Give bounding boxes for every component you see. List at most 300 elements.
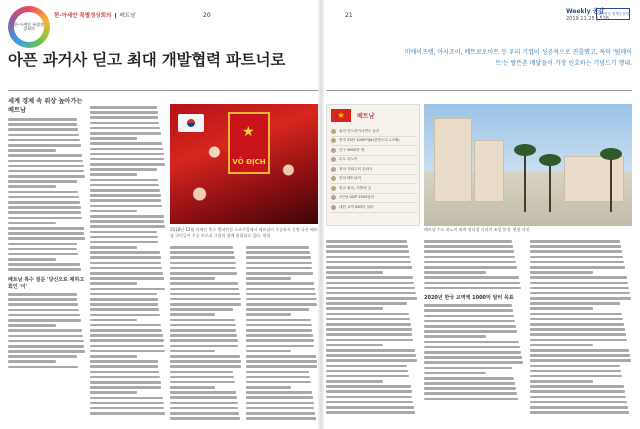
text-line: [246, 412, 315, 415]
text-line: [246, 282, 314, 285]
text-line: [246, 365, 317, 368]
page-number-left: 20: [203, 12, 211, 19]
text-line: [90, 303, 158, 306]
text-line: [326, 359, 417, 362]
text-line: [326, 396, 412, 399]
text-line: [8, 154, 82, 157]
text-line: [90, 184, 159, 187]
text-line: [170, 308, 233, 311]
article-headline: 아픈 과거사 딛고 최대 개발협력 파트너로: [8, 51, 286, 69]
text-line: [8, 268, 81, 271]
text-column-7: [530, 240, 632, 414]
text-line: [90, 319, 137, 322]
text-line: [424, 335, 486, 338]
text-line: [326, 297, 417, 300]
text-line: [90, 256, 161, 259]
text-line: [424, 271, 486, 274]
info-row-text: 면적 33만 1000여㎢(한반도의 1.5배): [339, 138, 400, 143]
text-line: [326, 240, 407, 243]
text-line: [90, 334, 163, 337]
text-line: [246, 251, 310, 254]
text-line: [530, 271, 593, 274]
text-line: [90, 314, 160, 317]
info-row-text: 정치 사회주의 공화국: [339, 166, 373, 171]
text-line: [90, 355, 137, 358]
bullet-icon: [331, 195, 336, 200]
text-line: [8, 335, 83, 338]
series-part: 베트남: [119, 13, 136, 19]
text-line: [170, 303, 241, 306]
bullet-icon: [331, 186, 336, 191]
text-line: [8, 201, 80, 204]
text-line: [530, 282, 628, 285]
bullet-icon: [331, 138, 336, 143]
text-line: [424, 304, 512, 307]
info-row-text: 1인당 GDP 2500달러: [339, 195, 375, 200]
text-line: [90, 345, 164, 348]
text-line: [170, 256, 235, 259]
text-line: [530, 302, 620, 305]
text-line: [246, 386, 291, 389]
text-line: [8, 217, 82, 220]
text-line: [8, 206, 81, 209]
text-column-4: [246, 246, 318, 420]
text-line: [246, 313, 291, 316]
text-line: [326, 276, 413, 279]
palm-tree: [549, 158, 551, 212]
text-line: [246, 262, 312, 265]
text-line: [90, 153, 164, 156]
palm-tree: [610, 152, 612, 212]
text-line: [8, 185, 56, 188]
text-line: [170, 262, 236, 265]
building-image: [434, 118, 472, 202]
text-line: [90, 339, 164, 342]
text-line: [170, 412, 239, 415]
text-line: [170, 251, 234, 254]
text-line: [170, 272, 237, 275]
text-line: [246, 272, 313, 275]
palm-frond: [514, 144, 536, 156]
body-text: [424, 240, 524, 289]
text-line: [8, 237, 85, 240]
text-line: [8, 345, 84, 348]
text-line: [90, 391, 137, 394]
text-line: [8, 319, 81, 322]
text-line: [8, 360, 56, 363]
text-line: [90, 298, 158, 301]
text-line: [246, 417, 316, 420]
text-line: [246, 402, 314, 405]
text-line: [8, 165, 84, 168]
text-line: [246, 360, 317, 363]
text-line: [90, 220, 164, 223]
text-line: [246, 293, 316, 296]
palm-tree: [524, 148, 526, 212]
country-info-box: [326, 104, 420, 226]
text-line: [530, 385, 624, 388]
text-line: [246, 303, 317, 306]
text-line: [326, 380, 383, 383]
text-line: [170, 386, 215, 389]
text-line: [90, 386, 161, 389]
bullet-icon: [331, 176, 336, 181]
text-line: [8, 170, 84, 173]
text-line: [424, 356, 522, 359]
text-line: [90, 199, 161, 202]
weekly-title: Weekly 공감: [566, 8, 605, 15]
text-line: [326, 282, 414, 285]
text-line: [8, 309, 79, 312]
text-line: [326, 328, 412, 331]
text-line: [424, 377, 514, 380]
body-text: [246, 246, 318, 420]
text-line: [8, 324, 56, 327]
text-line: [246, 246, 309, 249]
text-line: [170, 402, 238, 405]
info-rows: [331, 127, 417, 213]
text-line: [90, 350, 165, 353]
text-line: [326, 313, 409, 316]
text-line: [90, 402, 164, 405]
text-line: [8, 340, 84, 343]
text-line: [246, 381, 311, 384]
text-line: [530, 292, 630, 295]
text-line: [530, 323, 624, 326]
text-line: [326, 344, 383, 347]
text-line: [170, 365, 241, 368]
text-line: [90, 397, 163, 400]
text-line: [90, 262, 161, 265]
text-line: [530, 313, 622, 316]
text-line: [246, 324, 312, 327]
text-line: [530, 406, 628, 409]
text-line: [170, 350, 215, 353]
text-line: [90, 329, 162, 332]
text-line: [530, 261, 624, 264]
text-line: [90, 267, 162, 270]
text-line: [170, 267, 236, 270]
text-line: [424, 330, 517, 333]
text-line: [170, 324, 236, 327]
text-line: [8, 243, 77, 246]
text-line: [8, 298, 77, 301]
text-line: [8, 222, 56, 225]
text-line: [170, 376, 234, 379]
text-line: [424, 372, 486, 375]
info-row-text: 언어 베트남어: [339, 176, 361, 181]
text-line: [530, 375, 622, 378]
text-line: [530, 411, 629, 414]
text-line: [530, 245, 621, 248]
text-line: [90, 179, 158, 182]
body-text: [8, 293, 86, 368]
text-line: [326, 271, 383, 274]
info-row-text: 대한 교역 683억 달러: [339, 204, 374, 209]
text-line: [8, 366, 78, 369]
text-line: [530, 287, 629, 290]
text-line: [424, 315, 514, 318]
info-row: [331, 165, 417, 175]
text-line: [90, 371, 159, 374]
text-line: [424, 287, 521, 290]
text-line: [530, 401, 627, 404]
text-line: [424, 261, 516, 264]
text-line: [424, 320, 515, 323]
text-line: [90, 163, 165, 166]
text-line: [326, 266, 412, 269]
text-line: [326, 365, 407, 368]
text-line: [90, 210, 137, 213]
text-column-1: [8, 96, 86, 368]
text-line: [170, 417, 240, 420]
text-line: [326, 256, 410, 259]
text-line: [90, 241, 158, 244]
text-line: [90, 132, 161, 135]
text-line: [90, 236, 158, 239]
text-line: [530, 370, 621, 373]
logo-text: 한-아세안 특별정상회의: [14, 21, 44, 31]
body-text: [8, 118, 86, 271]
text-line: [246, 371, 309, 374]
text-line: [246, 350, 291, 353]
text-line: [246, 308, 309, 311]
text-line: [170, 396, 237, 399]
text-line: [424, 382, 515, 385]
text-line: [326, 401, 413, 404]
text-line: [8, 248, 77, 251]
text-line: [170, 282, 238, 285]
series-title: 한-아세안 특별정상회의 ❙ 베트남: [54, 13, 136, 19]
text-line: [90, 282, 137, 285]
text-line: [246, 391, 312, 394]
info-row-text: 인구 9600만 명: [339, 147, 365, 152]
divider-left: [8, 90, 318, 91]
text-line: [90, 127, 160, 130]
subheading-1: 베트남 특수 질문 '당신오로 제하고 회인 '이': [8, 277, 85, 291]
text-line: [90, 412, 165, 415]
text-line: [246, 407, 314, 410]
text-line: [90, 111, 158, 114]
text-line: [424, 346, 520, 349]
text-line: [326, 339, 413, 342]
trophy-sign-image: [228, 112, 270, 174]
bullet-icon: [331, 148, 336, 153]
text-line: [90, 148, 163, 151]
text-line: [8, 160, 83, 163]
text-line: [530, 396, 626, 399]
text-line: [424, 361, 523, 364]
body-text: [170, 246, 242, 420]
text-line: [8, 211, 81, 214]
text-line: [170, 381, 235, 384]
text-line: [530, 333, 626, 336]
text-line: [246, 319, 311, 322]
text-line: [170, 334, 237, 337]
star-icon: ★: [242, 124, 255, 140]
text-line: [326, 307, 383, 310]
text-line: [246, 277, 291, 280]
text-line: [90, 142, 162, 145]
body-text: [90, 106, 166, 415]
text-line: [424, 240, 512, 243]
text-line: [530, 344, 593, 347]
text-line: [246, 267, 312, 270]
text-line: [170, 277, 215, 280]
text-column-6: [424, 240, 524, 400]
text-line: [8, 293, 77, 296]
text-line: [530, 365, 620, 368]
text-line: [90, 225, 165, 228]
text-line: [170, 355, 240, 358]
text-line: [8, 180, 77, 183]
info-row: [331, 203, 417, 213]
text-line: [424, 387, 516, 390]
text-line: [90, 381, 161, 384]
text-line: [8, 196, 79, 199]
text-line: [8, 329, 82, 332]
text-line: [90, 215, 164, 218]
body-text: [530, 240, 632, 414]
subheading-2: 2020년 한국 교역액 1000억 달러 목표: [424, 295, 514, 302]
text-line: [530, 276, 627, 279]
text-line: [424, 282, 520, 285]
info-row-text: 수도 하노이: [339, 157, 358, 162]
text-line: [530, 328, 625, 331]
text-line: [90, 288, 165, 291]
text-line: [246, 376, 310, 379]
building-image: [564, 156, 624, 202]
text-line: [326, 349, 415, 352]
text-line: [8, 350, 85, 353]
text-line: [246, 256, 311, 259]
text-line: [326, 354, 416, 357]
text-line: [424, 398, 518, 401]
text-line: [530, 339, 627, 342]
text-line: [8, 134, 79, 137]
text-line: [90, 173, 137, 176]
text-line: [8, 123, 77, 126]
text-line: [8, 303, 78, 306]
text-line: [326, 333, 412, 336]
text-line: [8, 253, 78, 256]
text-line: [8, 139, 80, 142]
bullet-icon: [331, 129, 336, 134]
text-line: [170, 246, 233, 249]
text-line: [170, 293, 240, 296]
text-line: [90, 122, 159, 125]
text-line: [424, 245, 513, 248]
text-line: [530, 349, 629, 352]
info-row: [331, 146, 417, 156]
text-line: [8, 191, 78, 194]
article-lede: 미에이즈템, 아시조이, 메트로오아트 등 우리 기업이 성공적으로 진출했고, 특히 '팀메이트'는 쌀뜬촌 메달들이 가장 인호하는 기념드기 행내.: [404, 49, 632, 67]
text-line: [8, 232, 84, 235]
info-row: [331, 127, 417, 137]
text-line: [424, 256, 515, 259]
text-line: [530, 318, 623, 321]
section-heading: 세계 경제 속 위상 높아가는 베트남: [8, 98, 83, 114]
text-line: [90, 324, 161, 327]
info-row: [331, 156, 417, 166]
fans-photo: [170, 104, 318, 224]
text-line: [170, 391, 236, 394]
text-line: [530, 250, 622, 253]
text-line: [170, 371, 233, 374]
vietnam-flag-icon: ★: [331, 109, 351, 122]
text-line: [530, 297, 631, 300]
text-line: [170, 329, 236, 332]
text-line: [90, 376, 160, 379]
text-line: [90, 308, 159, 311]
text-line: [90, 365, 158, 368]
text-line: [326, 390, 412, 393]
text-column-3: [170, 246, 242, 420]
text-line: [530, 359, 631, 362]
divider-right: [326, 90, 632, 91]
text-line: [90, 116, 158, 119]
text-line: [8, 258, 56, 261]
brand-mark: 대한민국 정책주간지: [596, 8, 630, 20]
text-line: [170, 288, 239, 291]
text-line: [90, 251, 160, 254]
text-line: [326, 323, 411, 326]
page-gutter: [318, 0, 324, 429]
bullet-icon: [331, 205, 336, 210]
text-line: [326, 411, 415, 414]
text-column-5: [326, 240, 418, 414]
palm-frond: [600, 148, 622, 160]
text-line: [90, 205, 162, 208]
text-line: [246, 334, 313, 337]
text-line: [530, 266, 625, 269]
text-line: [170, 319, 235, 322]
info-title: 베트남: [357, 113, 375, 120]
text-line: [170, 339, 238, 342]
body-text: [424, 304, 524, 400]
text-line: [530, 307, 593, 310]
palm-frond: [539, 154, 561, 166]
text-line: [530, 354, 630, 357]
text-line: [424, 392, 517, 395]
series-name: 한-아세안 특별정상회의: [54, 13, 112, 19]
page-number-right: 21: [345, 12, 353, 19]
summit-logo: [8, 6, 50, 48]
text-line: [170, 298, 241, 301]
text-line: [326, 375, 409, 378]
text-line: [530, 390, 625, 393]
text-line: [326, 370, 408, 373]
text-line: [90, 272, 163, 275]
building-image: [474, 140, 504, 202]
text-column-2: [90, 106, 166, 415]
text-line: [246, 396, 313, 399]
text-line: [90, 293, 157, 296]
info-row: [331, 137, 417, 147]
text-line: [246, 329, 312, 332]
text-line: [326, 261, 411, 264]
text-line: [8, 128, 78, 131]
text-line: [90, 277, 164, 280]
body-text: [326, 240, 418, 414]
text-line: [8, 175, 85, 178]
text-line: [424, 309, 513, 312]
text-line: [326, 318, 410, 321]
text-line: [326, 406, 414, 409]
text-line: [424, 367, 512, 370]
text-line: [170, 407, 238, 410]
text-line: [90, 194, 161, 197]
